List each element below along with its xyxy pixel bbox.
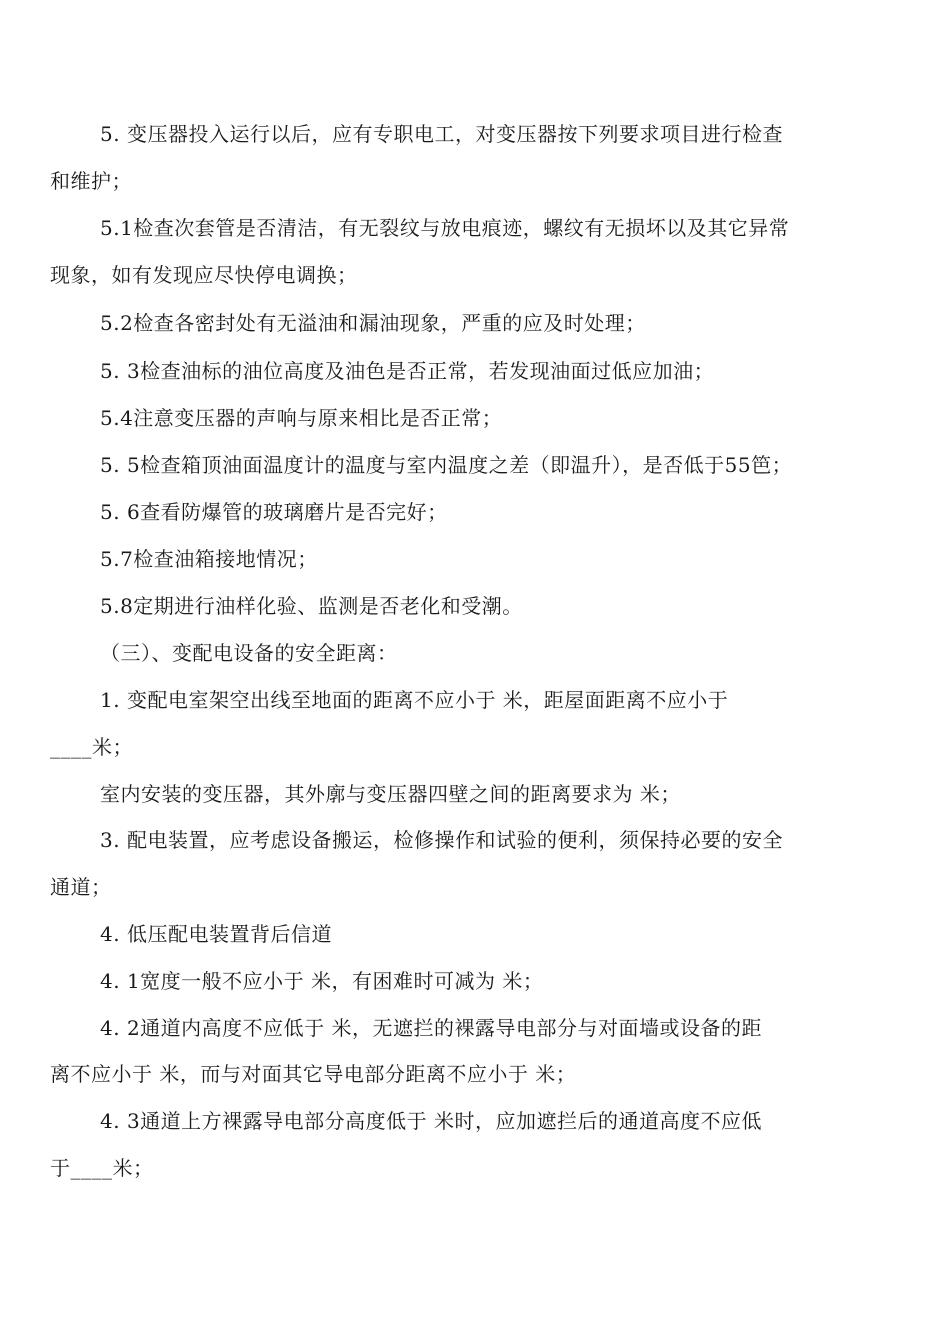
para-5-1-line-2: 现象，如有发现应尽快停电调换； bbox=[50, 263, 358, 287]
para-5-line-1: 5. 变压器投入运行以后，应有专职电工，对变压器按下列要求项目进行检查 bbox=[100, 122, 783, 146]
para-4: 4. 低压配电装置背后信道 bbox=[100, 922, 332, 946]
para-5-1-line-1: 5.1检查次套管是否清洁，有无裂纹与放电痕迹，螺纹有无损坏以及其它异常 bbox=[100, 216, 790, 240]
para-5-line-2: 和维护； bbox=[50, 169, 132, 193]
para-3-line-2: 通道； bbox=[50, 875, 112, 899]
para-4-3-line-2: 于____米； bbox=[50, 1156, 154, 1180]
para-4-3-line-1: 4. 3通道上方裸露导电部分高度低于 米时，应加遮拦后的通道高度不应低 bbox=[100, 1109, 763, 1133]
para-4-2-line-2: 离不应小于 米，而与对面其它导电部分距离不应小于 米； bbox=[50, 1062, 577, 1086]
para-5-3: 5. 3检查油标的油位高度及油色是否正常，若发现油面过低应加油； bbox=[100, 359, 715, 383]
para-5-5: 5. 5检查箱顶油面温度计的温度与室内温度之差（即温升），是否低于55笆； bbox=[100, 453, 793, 477]
para-2: 室内安装的变压器，其外廓与变压器四壁之间的距离要求为 米； bbox=[100, 782, 681, 806]
para-5-2: 5.2检查各密封处有无溢油和漏油现象，严重的应及时处理； bbox=[100, 311, 646, 335]
para-4-1: 4. 1宽度一般不应小于 米，有困难时可减为 米； bbox=[100, 969, 544, 993]
para-1-line-1: 1. 变配电室架空出线至地面的距离不应小于 米，距屋面距离不应小于 bbox=[100, 688, 729, 712]
section-heading-3: （三）、变配电设备的安全距离： bbox=[100, 641, 398, 665]
para-5-6: 5. 6查看防爆管的玻璃磨片是否完好； bbox=[100, 500, 448, 524]
para-1-line-2: ____米； bbox=[50, 735, 133, 759]
para-3-line-1: 3. 配电装置，应考虑设备搬运，检修操作和试验的便利，须保持必要的安全 bbox=[100, 828, 783, 852]
para-5-4: 5.4注意变压器的声响与原来相比是否正常； bbox=[100, 406, 503, 430]
para-5-7: 5.7检查油箱接地情况； bbox=[100, 547, 318, 571]
para-4-2-line-1: 4. 2通道内高度不应低于 米，无遮拦的裸露导电部分与对面墙或设备的距 bbox=[100, 1016, 763, 1040]
para-5-8: 5.8定期进行油样化验、监测是否老化和受潮。 bbox=[100, 594, 523, 618]
